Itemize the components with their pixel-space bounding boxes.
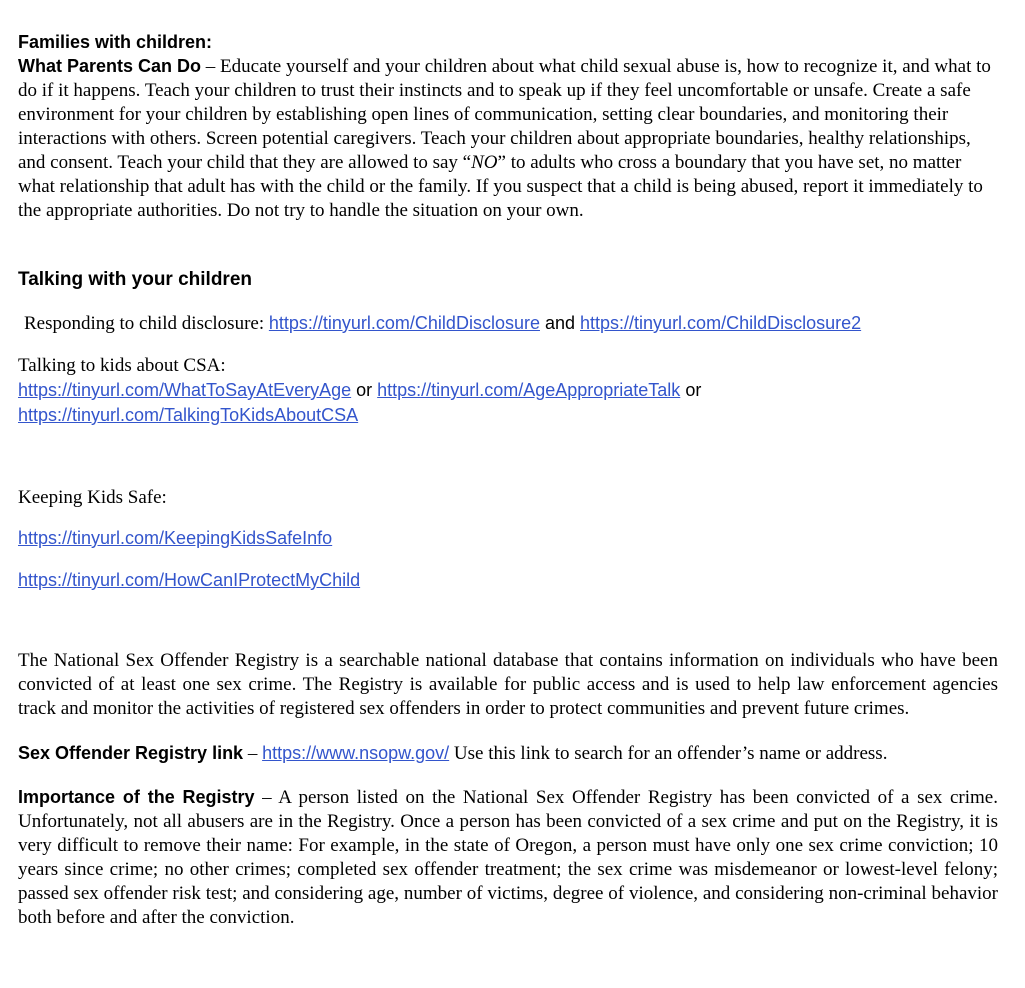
what-parents-paragraph (18, 54, 998, 223)
document-page (18, 30, 998, 930)
dash: – (243, 743, 263, 764)
dash: – (201, 56, 221, 77)
or-word-end: or (680, 380, 702, 400)
nsopw-link[interactable]: https://www.nsopw.gov/ (262, 743, 450, 763)
keeping-kids-safe-label: Keeping Kids Safe: (18, 487, 167, 508)
csa-link-3[interactable]: https://tinyurl.com/TalkingToKidsAboutCSA (18, 405, 359, 425)
disclosure-label: Responding to child disclosure: (24, 313, 269, 334)
importance-label: Importance of the Registry (18, 787, 255, 807)
disclosure-line (18, 311, 998, 336)
or-word: or (351, 380, 378, 400)
registry-link-paragraph (18, 741, 998, 766)
importance-paragraph (18, 785, 998, 930)
csa-link-1[interactable]: https://tinyurl.com/WhatToSayAtEveryAge (18, 380, 352, 400)
dash: – (254, 787, 279, 808)
registry-link-label: Sex Offender Registry link (18, 743, 244, 763)
disclosure-link-2[interactable]: https://tinyurl.com/ChildDisclosure2 (580, 313, 862, 333)
what-parents-body-part2: ” to adults who cross a boundary that you have set, no matter what relationship that adult has with the child or the family. If you suspect that a child is being abused, report it immediately to the appropriate authorities. Do not try to handle the situation on your own. (18, 152, 983, 221)
safe-link-1-line (18, 526, 998, 551)
no-emphasis: NO (471, 152, 498, 173)
talking-heading: Talking with your children (18, 269, 253, 290)
csa-label: Talking to kids about CSA: (18, 355, 226, 376)
what-parents-label: What Parents Can Do (18, 56, 202, 76)
safe-link-2[interactable]: https://tinyurl.com/HowCanIProtectMyChild (18, 570, 361, 590)
safe-link-2-line (18, 568, 998, 593)
what-parents-body-part1: Educate yourself and your children about what child sexual abuse is, how to recognize it, and what to do if it happens. Teach your children to trust their instincts and to speak up if they feel uncomfortable or unsafe. Create a safe environment for your children by establishing open lines of communication, setting clear boundaries, and monitoring their interactions with others. Screen potential caregivers. Teach your children about appropriate boundaries, healthy relationships, and consent. Teach your child that they are allowed to say “ (18, 56, 991, 173)
families-heading: Families with children: (18, 32, 213, 52)
registry-link-suffix: Use this link to search for an offender’s name or address. (449, 743, 888, 764)
importance-body: A person listed on the National Sex Offender Registry has been convicted of a sex crime. Unfortunately, not all abusers are in the Registry. Once a person has been convicted of a sex crime and put on the Registry, it is very difficult to remove their name: For example, in the state of Oregon, a person must have only one sex crime conviction; 10 years since crime; no other crimes; completed sex offender treatment; the sex crime was misdemeanor or lowest-level felony; passed sex offender risk test; and considering age, number of victims, degree of violence, and considering non-criminal behavior both before and after the conviction. (18, 787, 998, 928)
registry-intro: The National Sex Offender Registry is a searchable national database that contains information on individuals who have been convicted of at least one sex crime. The Registry is available for public access and is used to help law enforcement agencies track and monitor the activities of registered sex offenders in order to protect communities and prevent future crimes. (18, 650, 998, 719)
safe-link-1[interactable]: https://tinyurl.com/KeepingKidsSafeInfo (18, 528, 333, 548)
csa-links (18, 378, 998, 428)
disclosure-link-1[interactable]: https://tinyurl.com/ChildDisclosure (268, 313, 540, 333)
csa-link-2[interactable]: https://tinyurl.com/AgeAppropriateTalk (377, 380, 681, 400)
and-word: and (539, 313, 581, 333)
